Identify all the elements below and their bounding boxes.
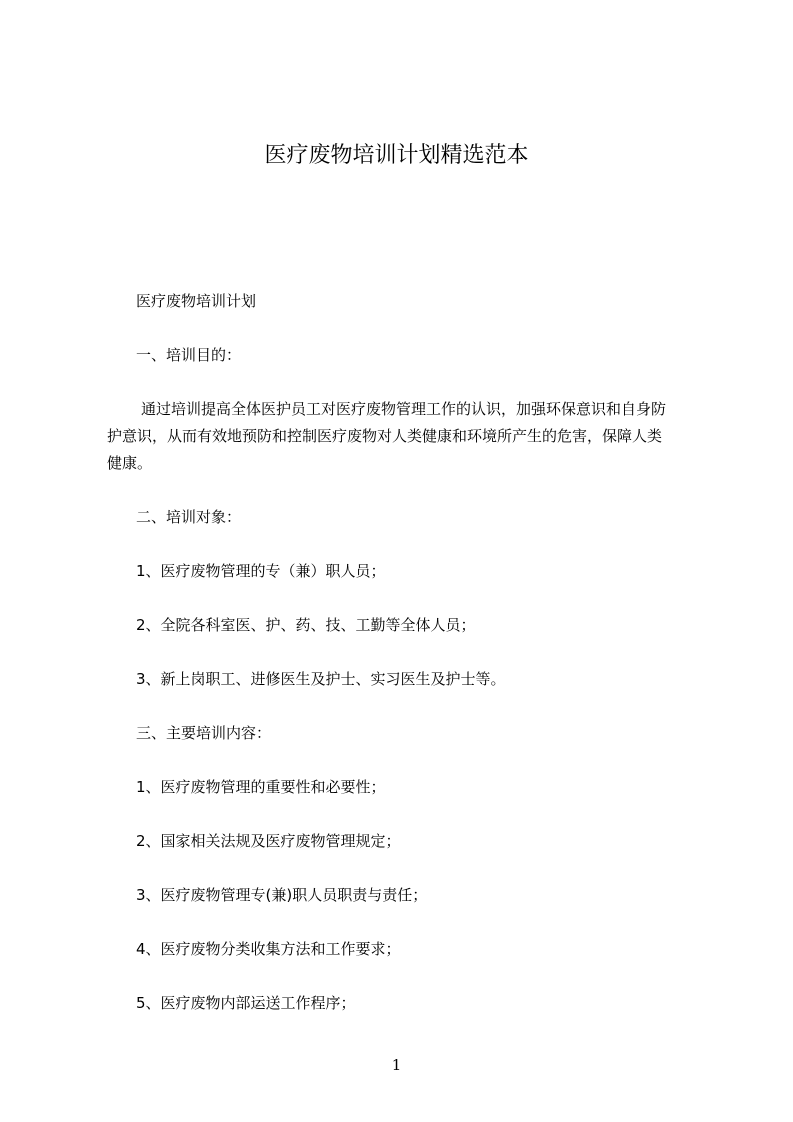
document-heading: 医疗废物培训计划 [136,292,257,310]
list-item: 1、医疗废物管理的专（兼）职人员； [136,562,386,580]
section-heading-purpose: 一、培训目的： [136,346,242,364]
list-item: 2、国家相关法规及医疗废物管理规定； [136,832,401,850]
page-number: 1 [391,1056,402,1074]
section-heading-audience: 二、培训对象： [136,508,242,526]
list-item: 2、全院各科室医、护、药、技、工勤等全体人员； [136,616,476,634]
list-item: 5、医疗废物内部运送工作程序； [136,994,356,1012]
list-item: 3、医疗废物管理专(兼)职人员职责与责任； [136,886,428,904]
paragraph-line: 健康。 [107,454,153,472]
list-item: 4、医疗废物分类收集方法和工作要求； [136,940,401,958]
section-heading-content: 三、主要培训内容： [136,724,272,742]
page-title: 医疗废物培训计划精选范本 [264,143,529,168]
list-item: 3、新上岗职工、进修医生及护士、实习医生及护士等。 [136,670,506,688]
paragraph-line: 护意识，从而有效地预防和控制医疗废物对人类健康和环境所产生的危害，保障人类 [107,427,663,445]
paragraph-line: 通过培训提高全体医护员工对医疗废物管理工作的认识，加强环保意识和自身防 [141,400,667,418]
list-item: 1、医疗废物管理的重要性和必要性； [136,778,386,796]
